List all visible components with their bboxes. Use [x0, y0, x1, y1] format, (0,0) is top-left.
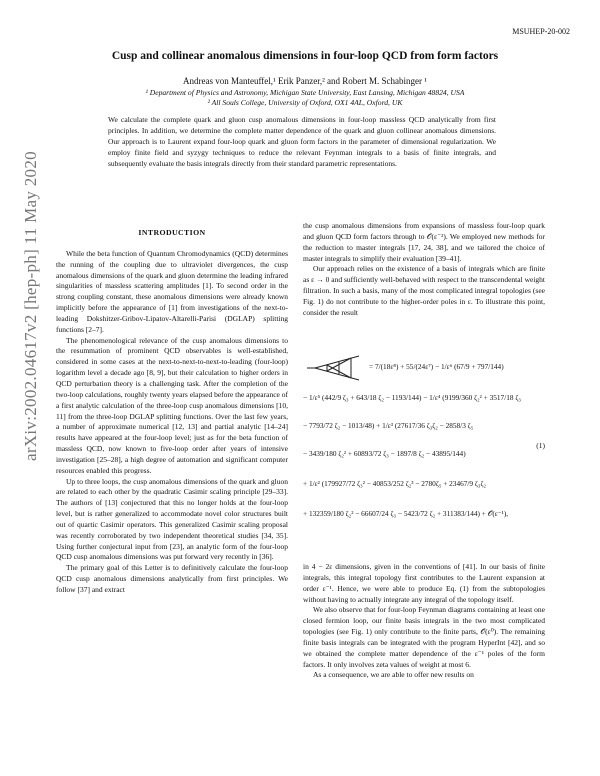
- paragraph: The phenomenological relevance of the cusp anomalous dimensions to the resummation of prominent QCD observables is well-established, considered in some cases at the next-to-next-to-next-to-leading (four-loop) logarithm level a decade ago [8, 9], but their calculation to higher orders in QCD perturbation theory is a challenging task. After the completion of the two-loop calculations, roughly twenty years elapsed before the appearance of a first analytic calculation of the three-loop cusp anomalous dimensions [10, 11] from the three-loop DGLAP splitting functions. Over the last few years, a number of approximate numerical [12, 13] and partial analytic [14–24] results have appeared at the four-loop level; just as for the beta function of massless QCD, now known to five-loop order after years of intensive investigation [25–28], a high degree of automation and significant computer resources enabled this progress.: [56, 335, 288, 475]
- equation-1: [303, 349, 545, 557]
- affiliation-1: ¹ Department of Physics and Astronomy, Michigan State University, East Lansing, Michigan 48824, USA: [145, 88, 465, 97]
- paragraph: Our approach relies on the existence of a basis of integrals which are finite as ε → 0 and sufficiently well-behaved with respect to the transcendental weight filtration. In such a basis, many of the most complicated integral topologies (see Fig. 1) do not contribute to the higher-order poles in ε. To illustrate this point, consider the result: [303, 264, 545, 317]
- abstract: We calculate the complete quark and gluon cusp anomalous dimensions in four-loop massless QCD analytically from first principles. In addition, we determine the complete matter dependence of the quark and gluon collinear anomalous dimensions. Our approach is to Laurent expand four-loop quark and gluon form factors in the parameter of dimensional regularization. We employ finite field and syzygy techniques to reduce the relevant Feynman integrals to a basis of finite integrals, and subsequently evaluate the basis integrals directly from their standard parametric representations.: [108, 115, 496, 168]
- paragraph: As a consequence, we are able to offer new results on: [313, 670, 474, 680]
- section-heading: INTRODUCTION: [138, 228, 206, 237]
- paragraph: The primary goal of this Letter is to definitively calculate the four-loop QCD cusp anomalous dimensions analytically from first principles. We follow [37] and extract: [56, 563, 288, 594]
- arxiv-stamp: arXiv:2002.04617v2 [hep-ph] 11 May 2020: [21, 151, 40, 461]
- paragraph: While the beta function of Quantum Chromodynamics (QCD) determines the running of the coupling due to ultraviolet divergences, the cusp anomalous dimensions of the quark and gluon determine the leading infrared singularities of massless scattering amplitudes [1]. To second order in the strong coupling constant, these anomalous dimensions were already known implicitly before the appearance of [1] from investigations of the next-to-leading Dokshitzer-Gribov-Lipatov-Altarelli-Parisi (DGLAP) splitting functions [2–7].: [56, 248, 288, 334]
- equation-line: − 3439/180 ζ₂² + 60893/72 ζ₃ − 1897/8 ζ₂ − 43895/144): [303, 449, 466, 458]
- left-column: [56, 228, 288, 596]
- equation-line: + 1/ε² (179927/72 ζ₃² − 40853/252 ζ₂³ − 2780ζ₅ + 23467/9 ζ₃ζ₂: [303, 479, 487, 488]
- paragraph: the cusp anomalous dimensions from expansions of massless four-loop quark and gluon QCD form factors through to 𝒪(ε⁻²). We employed new methods for the reduction to master integrals [17, 24, 38], and we tailored the choice of master integrals to simplify their evaluation [39–41].: [303, 221, 545, 263]
- equation-line: = 7/(18ε⁸) + 55/(24ε⁷) − 1/ε⁶ (67/9 + 797/144): [369, 362, 504, 371]
- paragraph: in 4 − 2ε dimensions, given in the conventions of [41]. In our basis of finite integrals, this integral topology first contributes to the Laurent expansion at order ε⁻¹. Hence, we were able to produce Eq. (1) from the subtopologies without having to actually integrate any integral of the topology itself.: [303, 562, 545, 604]
- equation-line: + 132359/180 ζ₂² − 66607/24 ζ₃ − 5423/72 ζ₂ + 311383/144) + 𝒪(ε⁻¹),: [303, 509, 509, 518]
- preprint-id: MSUHEP-20-002: [512, 27, 570, 36]
- paragraph: Up to three loops, the cusp anomalous dimensions of the quark and gluon are related to each other by the quadratic Casimir scaling principle [29–33]. The authors of [13] conjectured that this no longer holds at the four-loop level, but is rather generalized to accommodate novel color structures built out of quartic Casimir operators. This generalized Casimir scaling proposal was recently corroborated by two independent theoretical studies [34, 35]. Using further conjectural input from [23], an analytic form of the four-loop QCD cusp anomalous dimensions was put forward very recently in [36].: [56, 476, 288, 562]
- equation-line: − 7793/72 ζ₂ − 1013/48) + 1/ε³ (27617/36 ζ₃ζ₂ − 2858/3 ζ₅: [303, 421, 474, 430]
- paper-title: Cusp and collinear anomalous dimensions in four-loop QCD from form factors: [111, 50, 499, 62]
- affiliation-2: ² All Souls College, University of Oxford, OX1 4AL, Oxford, UK: [207, 98, 403, 107]
- feynman-diagram: [305, 353, 363, 383]
- paragraph: We also observe that for four-loop Feynman diagrams containing at least one closed fermion loop, our finite basis integrals in the two most complicated topologies (see Fig. 1) only contribute to the finite parts, 𝒪(ε⁰). The remaining finite basis integrals can be integrated with the program HyperInt [42], and so we obtained the complete matter dependence of the ε⁻¹ poles of the form factors. It only involves zeta values of weight at most 6.: [303, 605, 545, 669]
- equation-number: (1): [536, 441, 545, 450]
- right-column-bottom: [303, 562, 545, 681]
- equation-line: − 1/ε⁵ (442/9 ζ₃ + 643/18 ζ₂ − 1193/144) − 1/ε⁴ (9199/360 ζ₂² + 3517/18 ζ₃: [303, 393, 521, 402]
- right-column-top: [303, 221, 545, 319]
- author-list: Andreas von Manteuffel,¹ Erik Panzer,² and Robert M. Schabinger ¹: [182, 76, 427, 86]
